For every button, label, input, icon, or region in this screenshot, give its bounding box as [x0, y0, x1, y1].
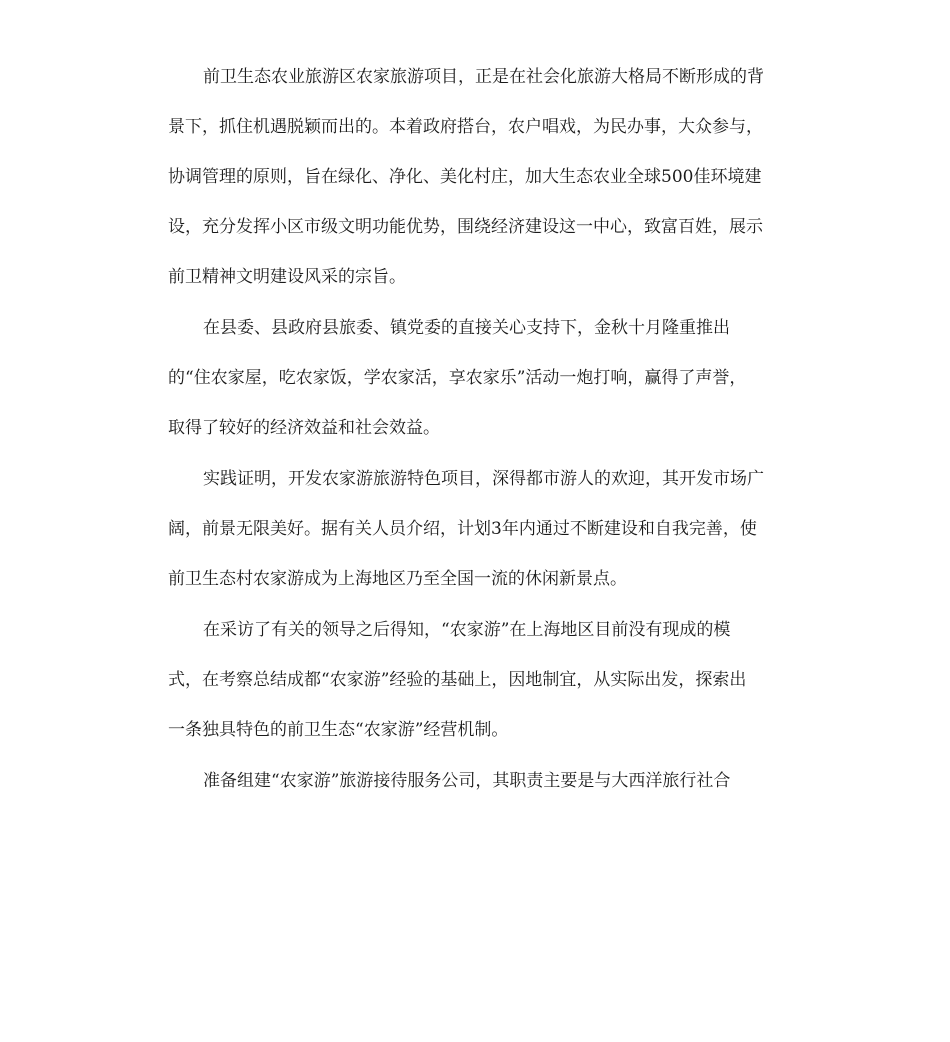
- paragraph-1-line-1: 前卫生态农业旅游区农家旅游项目，正是在社会化旅游大格局不断形成的背: [203, 67, 764, 87]
- paragraph-1-line-5: 前卫精神文明建设风采的宗旨。: [168, 267, 406, 287]
- paragraph-4-line-1: 在采访了有关的领导之后得知，“农家游”在上海地区目前没有现成的模: [203, 620, 731, 640]
- paragraph-2-line-2: 的“住农家屋，吃农家饭，学农家活，享农家乐”活动一炮打响，赢得了声誉，: [168, 368, 747, 388]
- paragraph-5-line-1: 准备组建“农家游”旅游接待服务公司，其职责主要是与大西洋旅行社合: [203, 771, 731, 791]
- paragraph-2-line-3: 取得了较好的经济效益和社会效益。: [168, 418, 440, 438]
- paragraph-3-line-3: 前卫生态村农家游成为上海地区乃至全国一流的休闲新景点。: [168, 569, 627, 589]
- paragraph-1-line-3: 协调管理的原则，旨在绿化、净化、美化村庄，加大生态农业全球500佳环境建: [168, 167, 762, 187]
- paragraph-1-line-2: 景下，抓住机遇脱颖而出的。本着政府搭台，农户唱戏，为民办事，大众参与，: [168, 117, 763, 137]
- paragraph-1-line-4: 设，充分发挥小区市级文明功能优势，围绕经济建设这一中心，致富百姓，展示: [168, 217, 763, 237]
- paragraph-2-line-1: 在县委、县政府县旅委、镇党委的直接关心支持下，金秋十月隆重推出: [203, 318, 730, 338]
- paragraph-4-line-2: 式，在考察总结成都“农家游”经验的基础上，因地制宜，从实际出发，探索出: [168, 670, 747, 690]
- paragraph-3-line-2: 阔，前景无限美好。据有关人员介绍，计划3年内通过不断建设和自我完善，使: [168, 519, 757, 539]
- paragraph-3-line-1: 实践证明，开发农家游旅游特色项目，深得都市游人的欢迎，其开发市场广: [203, 469, 764, 489]
- paragraph-4-line-3: 一条独具特色的前卫生态“农家游”经营机制。: [168, 720, 509, 740]
